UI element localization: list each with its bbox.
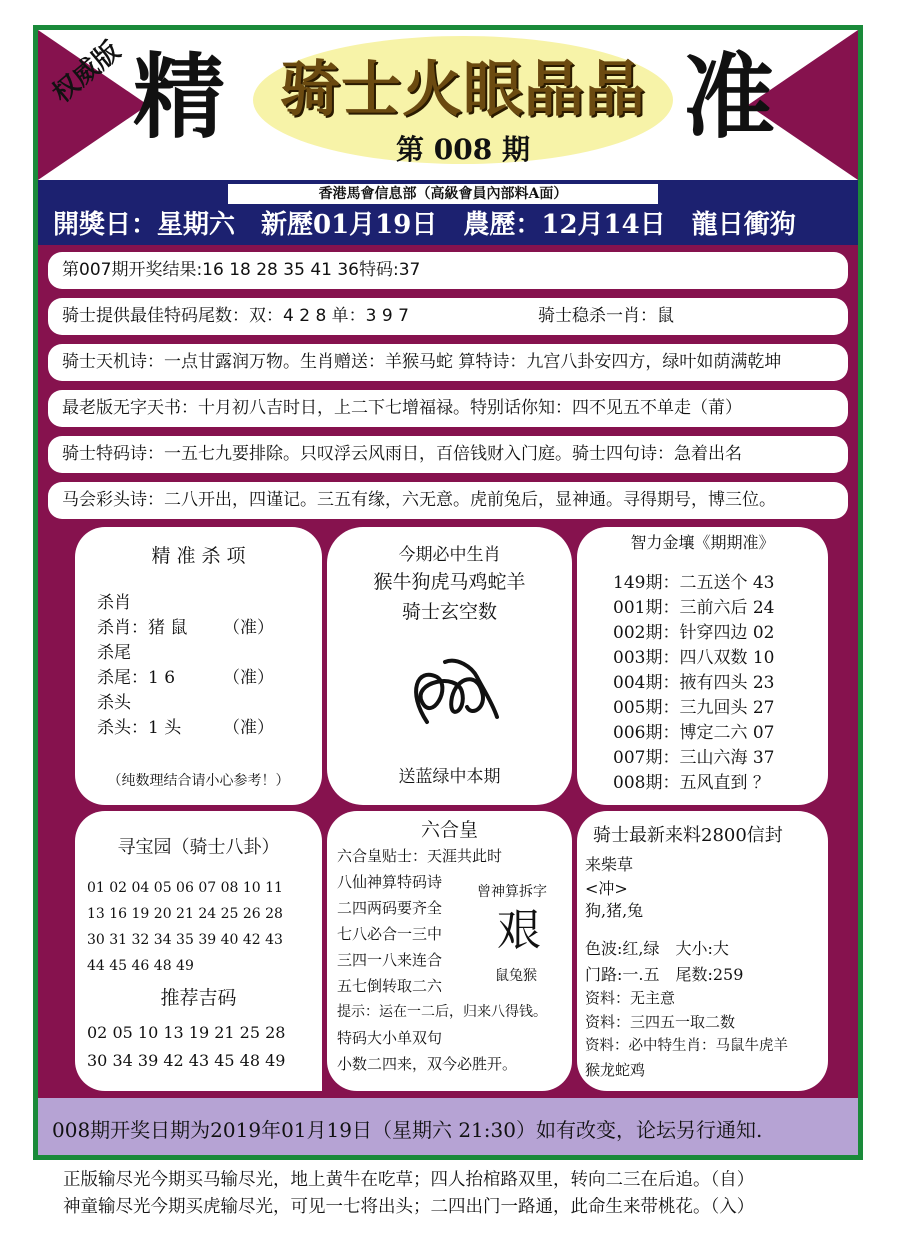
zodiac-heading: 今期必中生肖 [398, 545, 501, 565]
latest-line: 来柴草 [585, 855, 634, 874]
split-char-title: 曾神算拆字 [477, 884, 547, 900]
liuhe-line: 提示：运在一二后，归来八得钱。 [337, 1004, 547, 1020]
treasure-box [75, 811, 322, 1091]
gold-row: 001期：三前六后 24 [613, 598, 775, 618]
footer-poem-2: 神童输尽光今期买虎输尽光，可见一七将出头；二四出门一路通，此命生来带桃花。（入） [63, 1197, 755, 1217]
scribble-drawing [397, 652, 507, 742]
left-big-char: 精 [133, 44, 226, 151]
kill-note: （纯数理结合请小心参考！） [107, 773, 290, 789]
gold-row: 002期：针穿四边 02 [613, 623, 775, 643]
caitou-row [48, 482, 848, 519]
liuhe-box [327, 811, 572, 1091]
result-row [48, 252, 848, 289]
footer-notice-bar [38, 1098, 858, 1155]
liuhe-line: 五七倒转取二六 [337, 977, 443, 995]
kill-one-zodiac: 骑士稳杀一肖：鼠 [538, 306, 674, 326]
kill-items-box [75, 527, 322, 805]
issue-number: 第 008 期 [396, 133, 530, 166]
latest-box [577, 811, 828, 1091]
zodiac-box [327, 527, 572, 805]
kill-line: 杀头：1 头 [97, 718, 182, 738]
liuhe-line: 八仙神算特码诗 [337, 873, 443, 891]
latest-line: 资料：必中特生肖：马鼠牛虎羊 [585, 1038, 788, 1054]
latest-line: 色波:红,绿 大小:大 [585, 939, 729, 958]
kill-line: 杀肖 [97, 593, 131, 613]
source-banner: 香港馬會信息部（高級會員內部料A面） [228, 184, 658, 204]
previous-result: 第007期开奖结果:16 18 28 35 41 36特码:37 [62, 260, 421, 280]
poem-row-1 [48, 344, 848, 381]
gold-row: 005期：三九回头 27 [613, 698, 775, 718]
blue-green-hint: 送蓝绿中本期 [398, 767, 501, 787]
tail-row [48, 298, 848, 335]
page-title: 骑士火眼晶晶 [280, 55, 646, 125]
liuhe-line: 六合皇贴士：天涯共此时 [337, 847, 503, 865]
gold-row: 149期：二五送个 43 [613, 573, 775, 593]
gold-row: 007期：三山六海 37 [613, 748, 775, 768]
kill-mark: （准） [223, 618, 274, 638]
gold-row: 006期：博定二六 07 [613, 723, 775, 743]
latest-line: 资料：无主意 [585, 989, 676, 1007]
treasure-title: 寻宝园（骑士八卦） [117, 837, 280, 858]
latest-title: 骑士最新来料2800信封 [593, 825, 783, 846]
split-char: 艰 [497, 905, 541, 956]
gold-row: 004期：掖有四头 23 [613, 673, 775, 693]
recommend-numbers: 30 34 39 42 43 45 48 49 [87, 1051, 286, 1070]
footer-poem-1: 正版输尽光今期买马输尽光，地上黄牛在吃草；四人抬棺路双里，转向二三在后追。（自） [63, 1170, 755, 1190]
kill-line: 杀尾 [97, 643, 131, 663]
poster-frame [33, 25, 863, 1160]
latest-line: <冲> [585, 879, 628, 898]
gold-title: 智力金壤《期期准》 [630, 533, 775, 552]
treasure-numbers: 30 31 32 34 35 39 40 42 43 [87, 932, 283, 948]
gold-row: 003期：四八双数 10 [613, 648, 775, 668]
gold-box [577, 527, 828, 805]
kill-line: 杀肖：猪 鼠 [97, 618, 188, 638]
header [38, 30, 858, 180]
heaven-poem: 骑士天机诗：一点甘露润万物。生肖赠送：羊猴马蛇 算特诗：九宫八卦安四方，绿叶如荫满乾坤 [62, 352, 782, 372]
edition-badge: 权威版 [47, 35, 127, 109]
wordless-book: 最老版无字天书：十月初八吉时日，上二下七增福禄。特别话你知：四不见五不单走（莆） [62, 398, 742, 418]
kill-line: 杀头 [97, 693, 131, 713]
liuhe-line: 小数二四来，双今必胜开。 [337, 1055, 518, 1073]
liuhe-line: 特码大小单双句 [337, 1029, 443, 1047]
poem-row-2 [48, 436, 848, 473]
draw-date-line: 開獎日：星期六 新歷01月19日 農歷：12月14日 龍日衝狗 [53, 210, 796, 240]
latest-line: 狗,猪,兔 [585, 901, 644, 920]
kill-mark: （准） [223, 718, 274, 738]
kill-items-title: 精 准 杀 项 [151, 545, 246, 567]
treasure-numbers: 01 02 04 05 06 07 08 10 11 [87, 880, 283, 896]
liuhe-line: 七八必合一三中 [337, 925, 443, 943]
book-row [48, 390, 848, 427]
special-code-poem: 骑士特码诗：一五七九要排除。只叹浮云风雨日，百倍钱财入门庭。骑士四句诗：急着出名 [62, 444, 742, 464]
kill-mark: （准） [223, 668, 274, 688]
latest-line: 门路:一.五 尾数:259 [585, 965, 744, 984]
recommend-title: 推荐吉码 [160, 987, 237, 1009]
info-bar [38, 180, 858, 245]
caitou-poem: 马会彩头诗：二八开出，四谨记。三五有缘，六无意。虎前兔后，显神通。寻得期号，博三位。 [62, 490, 776, 510]
liuhe-title: 六合皇 [420, 819, 478, 841]
mystic-number: 骑士玄空数 [401, 601, 497, 623]
gold-row: 008期：五风直到 ？ [613, 773, 770, 793]
footer-notice: 008期开奖日期为2019年01月19日（星期六 21:30）如有改变，论坛另行通知. [52, 1118, 763, 1142]
best-tail-numbers: 骑士提供最佳特码尾数：双：4 2 8 单：3 9 7 [62, 306, 409, 326]
treasure-numbers: 13 16 19 20 21 24 25 26 28 [87, 906, 283, 922]
kill-line: 杀尾：1 6 [97, 668, 176, 688]
treasure-numbers: 44 45 46 48 49 [87, 958, 194, 974]
recommend-numbers: 02 05 10 13 19 21 25 28 [87, 1023, 286, 1042]
latest-line: 猴龙蛇鸡 [585, 1061, 646, 1079]
right-big-char: 准 [683, 44, 776, 151]
split-char-zodiac: 鼠兔猴 [495, 968, 537, 984]
liuhe-line: 三四一八来连合 [337, 951, 443, 969]
liuhe-line: 二四两码要齐全 [337, 899, 443, 917]
latest-line: 资料：三四五一取二数 [585, 1013, 736, 1031]
zodiac-list: 猴牛狗虎马鸡蛇羊 [373, 571, 526, 593]
